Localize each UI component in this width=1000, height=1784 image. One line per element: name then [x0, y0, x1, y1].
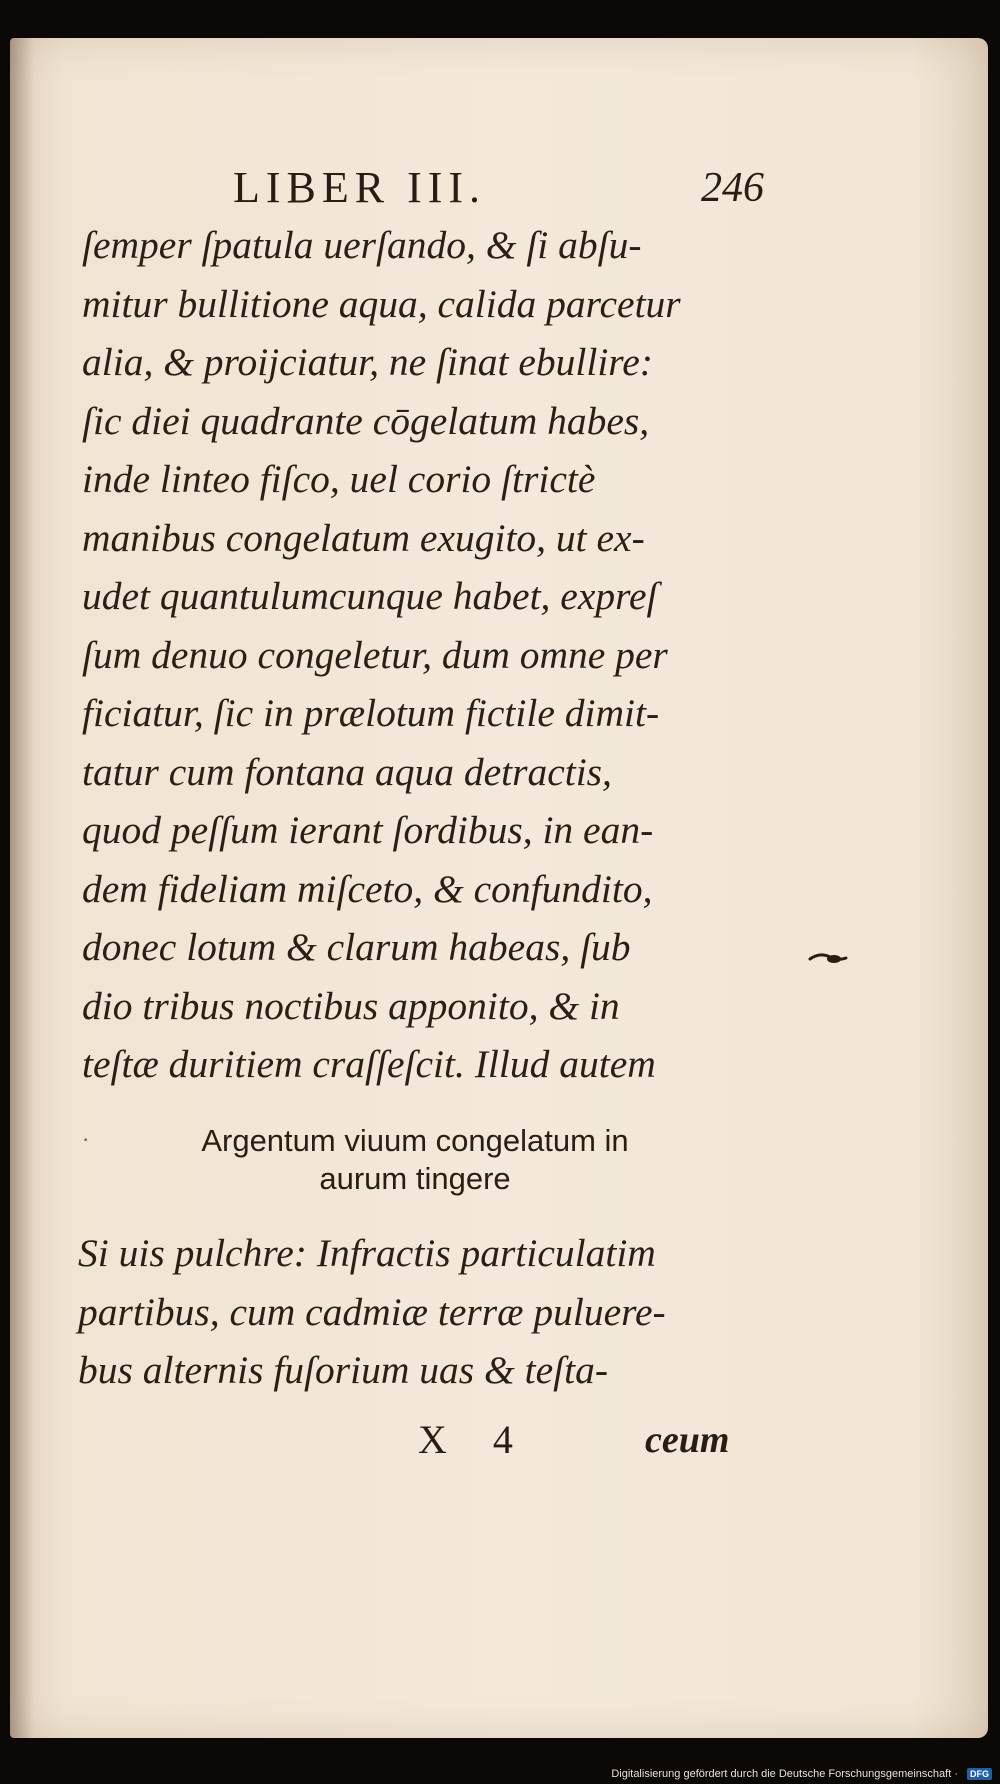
body-text [82, 216, 762, 1094]
text-line: bus alternis fuſorium uas & teſta- [78, 1348, 608, 1392]
catchword: ceum [645, 1419, 730, 1461]
text-line: ſum denuo congeletur, dum omne per [82, 632, 668, 677]
running-head [225, 162, 770, 222]
text-line: mitur bullitione aqua, calida parcetur [82, 281, 681, 326]
text-line: ficiatur, ſic in prælotum fictile dimit- [82, 691, 660, 735]
footer-bar [0, 1760, 1000, 1784]
text-line: dem fideliam miſceto, & confundito, [82, 866, 653, 911]
text-line: quod peſſum ierant ſordibus, in ean- [82, 808, 654, 852]
running-title: LIBER III. [233, 163, 487, 212]
text-line: inde linteo fiſco, uel corio ſtrictè [82, 457, 596, 501]
digitization-credit: Digitalisierung gefördert durch die Deutsche Forschungsgemeinschaft · [611, 1768, 958, 1780]
text-line: partibus, cum cadmiæ terræ puluere- [78, 1289, 666, 1334]
text-line: ſemper ſpatula uerſando, & ſi abſu- [82, 223, 642, 267]
text-line: dio tribus noctibus apponito, & in [82, 983, 620, 1028]
marginal-ink-mark [808, 950, 848, 968]
text-line: tatur cum fontana aqua detractis, [82, 749, 612, 794]
text-line: manibus congelatum exugito, ut ex- [82, 515, 645, 560]
text-line: donec lotum & clarum habeas, ſub [82, 925, 631, 969]
text-line: ſic diei quadrante cōgelatum habes, [82, 398, 650, 443]
section-heading-line: Argentum viuum congelatum in [201, 1123, 629, 1158]
page-number: 246 [701, 165, 764, 211]
signature-mark: X 4 [418, 1417, 531, 1462]
rubric-bullet-icon: · [82, 1127, 90, 1152]
text-line: alia, & proijciatur, ne ſinat ebullire: [82, 340, 653, 384]
dfg-logo: DFG [967, 1768, 992, 1780]
section-heading-line: aurum tingere [319, 1161, 511, 1196]
text-line: Si uis pulchre: Infractis particulatim [78, 1231, 656, 1275]
section-heading [105, 1122, 725, 1198]
text-line: udet quantulumcunque habet, expreſ [82, 574, 658, 618]
text-line: teſtæ duritiem craſſeſcit. Illud autem [82, 1042, 656, 1086]
body-text-continued [78, 1224, 768, 1400]
